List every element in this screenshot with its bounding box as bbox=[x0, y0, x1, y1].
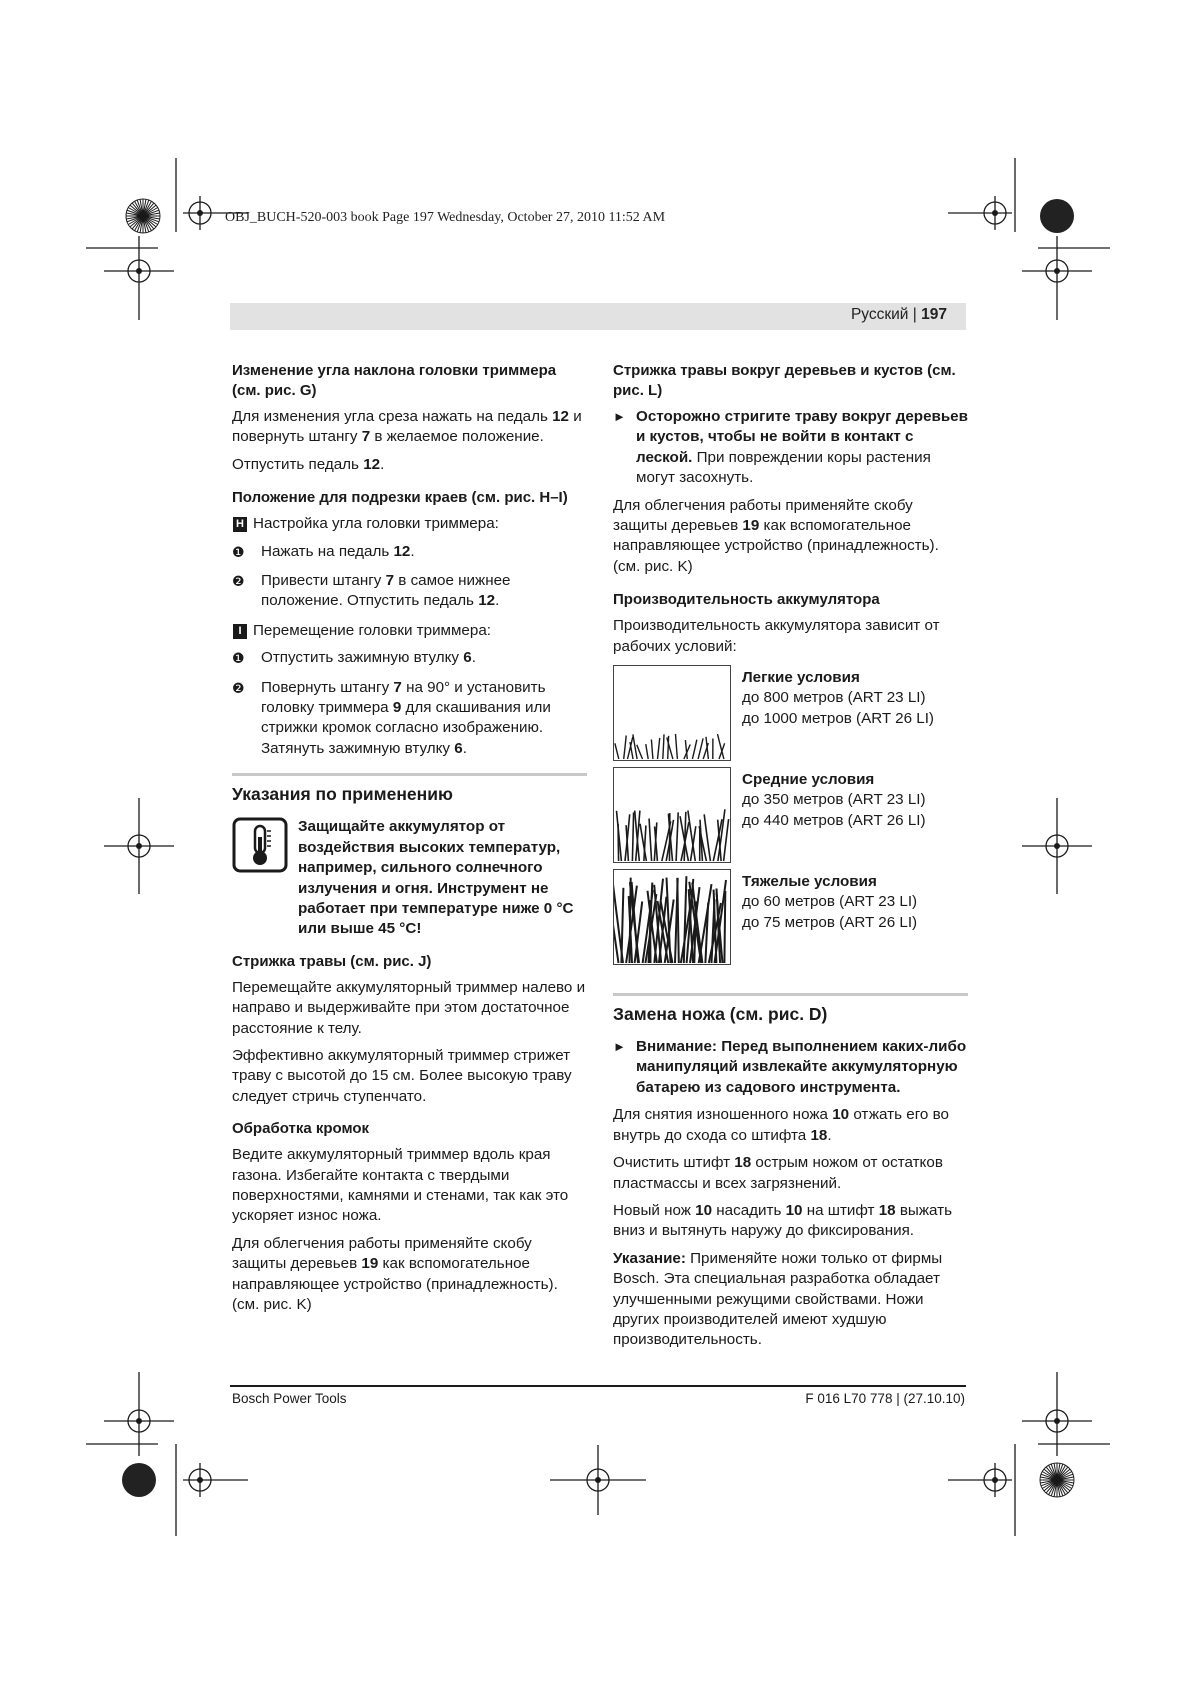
heading-edge-position: Положение для подрезки краев (см. рис. H–I) bbox=[232, 489, 568, 507]
footer-brand: Bosch Power Tools bbox=[232, 1391, 347, 1406]
starburst-target-bottom-right bbox=[1040, 1463, 1074, 1497]
footer-doc-number: F 016 L70 778 | (27.10.10) bbox=[805, 1391, 965, 1406]
condition-title: Тяжелые условия bbox=[742, 873, 877, 891]
running-header bbox=[851, 306, 947, 324]
medium-grass-illustration bbox=[613, 767, 731, 863]
heading-blade-replacement: Замена ножа (см. рис. D) bbox=[613, 1004, 828, 1025]
page-number: 197 bbox=[921, 306, 947, 323]
heading-trimmer-angle: Изменение угла наклона головки триммера (см. рис. G) bbox=[232, 362, 557, 399]
list-item: ❶ Отпустить зажимную втулку 6. bbox=[232, 649, 476, 667]
paragraph: Очистить штифт 18 острым ножом от остатков пластмассы и всех загрязнений. bbox=[613, 1154, 943, 1192]
condition-medium: Средние условия до 350 метров (ART 23 LI) до 440 метров (ART 26 LI) bbox=[613, 767, 968, 863]
right-column bbox=[613, 361, 968, 1358]
list-item: ❷ Повернуть штангу 7 на 90° и установить головку триммера 9 для скашивания или стрижки кромок согласно изображению. Затянуть зажимную втулку 6. bbox=[232, 678, 551, 757]
figure-h-caption: H Настройка угла головки триммера: bbox=[232, 514, 587, 534]
heading-grass-cutting: Стрижка травы (см. рис. J) bbox=[232, 952, 432, 970]
caution-item: ► Осторожно стригите траву вокруг деревьев и кустов, чтобы не войти в контакт с леской. При повреждении коры растения могут засохнуть. bbox=[613, 408, 968, 487]
temperature-warning: Защищайте аккумулятор от воздействия высоких температур, например, сильного солнечного излучения и огня. Инструмент не работает при температуре ниже 0 °C или выше 45 °C! bbox=[232, 817, 587, 939]
condition-title: Средние условия bbox=[742, 771, 875, 789]
header-language: Русский bbox=[850, 306, 909, 323]
condition-title: Легкие условия bbox=[742, 669, 860, 687]
heavy-grass-illustration bbox=[613, 869, 731, 965]
print-slug: OBJ_BUCH-520-003 book Page 197 Wednesday, October 27, 2010 11:52 AM bbox=[225, 210, 666, 225]
section-rule bbox=[232, 773, 587, 776]
paragraph: Для изменения угла среза нажать на педаль 12 и повернуть штангу 7 в желаемое положение. bbox=[232, 408, 582, 446]
starburst-target-top-left bbox=[126, 199, 160, 233]
light-grass-illustration bbox=[613, 665, 731, 761]
heading-trees-bushes: Стрижка травы вокруг деревьев и кустов (см. рис. L) bbox=[613, 362, 956, 399]
section-rule bbox=[613, 993, 968, 996]
paragraph: Отпустить педаль 12. bbox=[232, 455, 385, 473]
list-item: ❶ Нажать на педаль 12. bbox=[232, 542, 415, 560]
color-target-bottom-left bbox=[122, 1463, 156, 1497]
paragraph: Для облегчения работы применяйте скобу защиты деревьев 19 как вспомогательное направляющее устройство (принадлежность). (см. рис. K) bbox=[613, 496, 939, 575]
paragraph: Эффективно аккумуляторный триммер стрижет траву с высотой до 15 см. Более высокую траву следует стричь ступенчато. bbox=[232, 1046, 572, 1105]
caution-item: ► Внимание: Перед выполнением каких-либо манипуляций извлекайте аккумуляторную батарею из садового инструмента. bbox=[613, 1038, 967, 1096]
list-item: ❷ Привести штангу 7 в самое нижнее положение. Отпустить педаль 12. bbox=[232, 572, 511, 610]
heading-battery-performance: Производительность аккумулятора bbox=[613, 591, 880, 609]
left-column bbox=[232, 361, 587, 1322]
paragraph: Перемещайте аккумуляторный триммер налево и направо и выдерживайте при этом достаточное расстояние к телу. bbox=[232, 978, 586, 1037]
paragraph: Для снятия изношенного ножа 10 отжать его во внутрь до схода со штифта 18. bbox=[613, 1106, 949, 1144]
note: Указание: Применяйте ножи только от фирмы Bosch. Эта специальная разработка обладает улучшенными режущими свойствами. Ножи других производителей имеют худшую производительность. bbox=[613, 1249, 943, 1349]
footer-rule bbox=[230, 1385, 966, 1387]
paragraph: Ведите аккумуляторный триммер вдоль края газона. Избегайте контакта с твердыми поверхностями, камнями и стенами, так как это ускоряет износ ножа. bbox=[232, 1146, 569, 1225]
condition-light: Легкие условия до 800 метров (ART 23 LI) до 1000 метров (ART 26 LI) bbox=[613, 665, 968, 761]
figure-i-caption: I Перемещение головки триммера: bbox=[232, 621, 587, 641]
color-target-top-right bbox=[1040, 199, 1074, 233]
registration-mark-top-right bbox=[948, 196, 1012, 230]
paragraph: Новый нож 10 насадить 10 на штифт 18 выжать вниз и вытянуть наружу до фиксирования. bbox=[613, 1201, 952, 1240]
thermometer-icon bbox=[232, 817, 288, 873]
figure-i-label: I bbox=[233, 624, 247, 639]
condition-heavy: Тяжелые условия до 60 метров (ART 23 LI) до 75 метров (ART 26 LI) bbox=[613, 869, 968, 965]
paragraph: Для облегчения работы применяйте скобу защиты деревьев 19 как вспомогательное направляющее устройство (принадлежность). (см. рис. K) bbox=[232, 1234, 558, 1313]
figure-h-label: H bbox=[233, 517, 247, 532]
heading-usage-tips: Указания по применению bbox=[232, 784, 453, 805]
registration-mark-bottom-left bbox=[183, 1463, 248, 1497]
heading-edge-trimming: Обработка кромок bbox=[232, 1120, 370, 1138]
paragraph: Производительность аккумулятора зависит от рабочих условий: bbox=[613, 617, 940, 655]
registration-mark-bottom-right bbox=[948, 1463, 1012, 1497]
header-separator: | bbox=[912, 306, 917, 323]
